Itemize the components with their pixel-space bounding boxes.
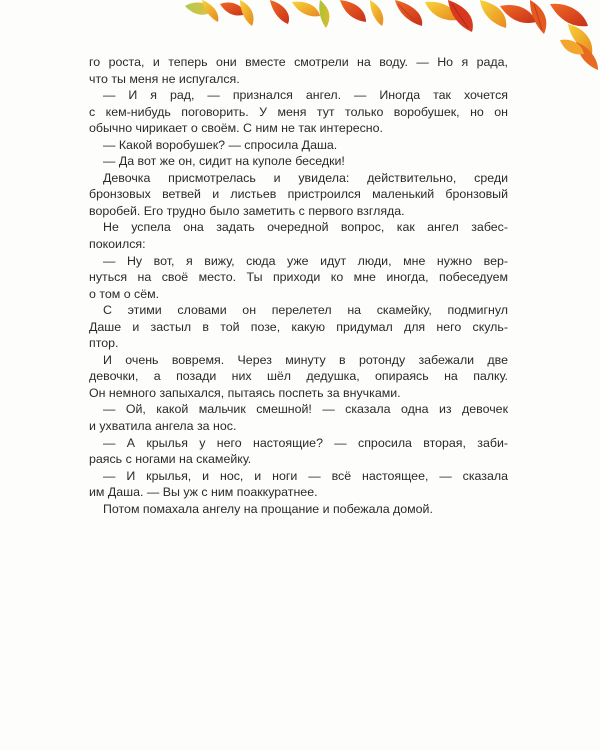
text-line: обычно чирикает о своём. С ним не так интересно. [89, 121, 383, 136]
paragraph [89, 501, 508, 518]
paragraph [89, 170, 508, 220]
text-line: Даше и застыл в той позе, какую придумал для него скуль- [89, 319, 508, 334]
paragraph [89, 352, 508, 402]
text-line: нуться на своё место. Ты приходи ко мне иногда, побеседуем [89, 270, 508, 285]
text-line: им Даша. — Вы уж с ним поаккуратнее. [89, 485, 318, 500]
text-line: И очень вовремя. Через минуту в ротонду забежали две [103, 352, 508, 367]
paragraph [89, 302, 508, 352]
text-line: Потом помахала ангелу на прощание и побежала домой. [103, 501, 433, 516]
text-line: — А крылья у него настоящие? — спросила вторая, заби- [103, 435, 508, 450]
text-line: — Ну вот, я вижу, сюда уже идут люди, мне нужно вер- [103, 253, 508, 268]
text-line: бронзовых ветвей и листьев пристроился маленький бронзовый [89, 187, 508, 202]
text-line: девочки, а позади них шёл дедушка, опираясь на палку. [89, 369, 508, 384]
paragraph [89, 153, 508, 170]
paragraph [89, 401, 508, 434]
paragraph [89, 435, 508, 468]
text-line: раясь с ногами на скамейку. [89, 452, 252, 467]
paragraph [89, 137, 508, 154]
text-line: Девочка присмотрелась и увидела: действительно, среди [103, 170, 508, 185]
text-line: Не успела она задать очередной вопрос, как ангел забес- [103, 220, 508, 235]
text-line: — Какой воробушек? — спросила Даша. [103, 137, 338, 152]
text-line: покоился: [89, 237, 146, 252]
paragraph [89, 468, 508, 501]
text-line: воробей. Его трудно было заметить с первого взгляда. [89, 203, 405, 218]
text-line: — Ой, какой мальчик смешной! — сказала одна из девочек [103, 402, 508, 417]
paragraph [89, 253, 508, 303]
text-line: и ухватила ангела за нос. [89, 419, 237, 434]
paragraph [89, 87, 508, 137]
text-line: что ты меня не испугался. [89, 71, 240, 86]
text-line: С этими словами он перелетел на скамейку, подмигнул [103, 303, 508, 318]
text-line: — И крылья, и нос, и ноги — всё настоящее, — сказала [103, 468, 508, 483]
text-line: — Да вот же он, сидит на куполе беседки! [103, 154, 345, 169]
text-line: птор. [89, 336, 119, 351]
story-text [89, 54, 508, 517]
text-line: — И я рад, — признался ангел. — Иногда так хочется [103, 88, 508, 103]
text-line: с кем-нибудь поговорить. У меня тут только воробушек, но он [89, 104, 508, 119]
paragraph [89, 219, 508, 252]
text-line: Он немного запыхался, пытаясь поспеть за внучками. [89, 385, 401, 400]
paragraph [89, 54, 508, 87]
text-line: о том о сём. [89, 286, 160, 301]
text-line: го роста, и теперь они вместе смотрели на воду. — Но я рада, [89, 55, 508, 69]
